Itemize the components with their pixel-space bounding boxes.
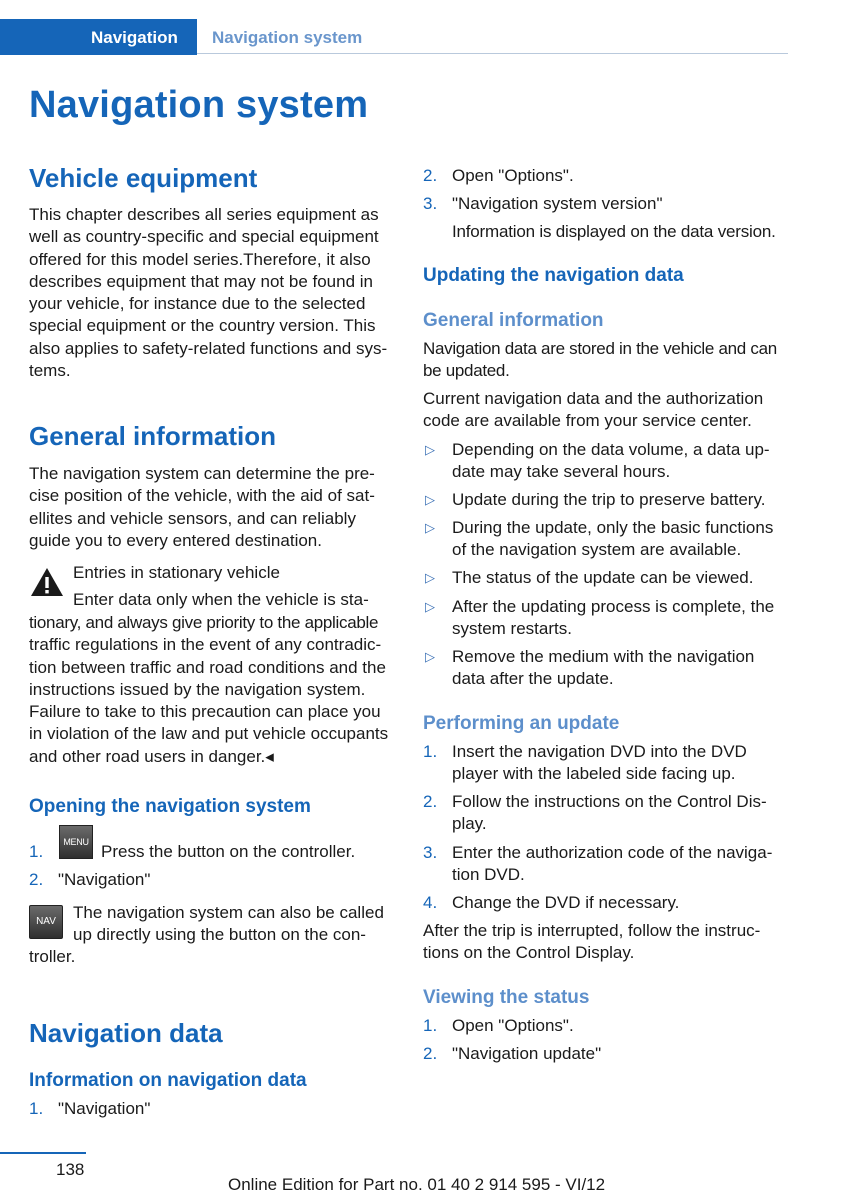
bullet-icon: ▷ — [425, 520, 435, 535]
text-line: play. — [452, 814, 487, 834]
step-number: 2. — [423, 1044, 438, 1063]
footer-rule — [0, 1152, 86, 1154]
warning-title-lines — [73, 562, 396, 612]
text-line: instructions issued by the navigation system. — [29, 679, 366, 699]
bullet-icon: ▷ — [425, 442, 435, 457]
step-text: Open "Options". — [452, 166, 574, 185]
text-line: Depending on the data volume, a data up- — [452, 440, 770, 459]
text-line: Enter the authorization code of the naviga- — [452, 843, 773, 862]
text-line: tion DVD. — [452, 865, 525, 885]
header-tab-navigation-system[interactable]: Navigation system — [212, 28, 363, 47]
subheading-viewing-status: Viewing the status — [423, 987, 590, 1008]
text-line: Follow the instructions on the Control Dis- — [452, 792, 767, 811]
text-line: tems. — [29, 361, 71, 381]
heading-general-information: General information — [29, 421, 277, 451]
performing-after-text — [423, 920, 791, 965]
text-line: Insert the navigation DVD into the DVD — [452, 742, 747, 761]
menu-button-icon — [59, 825, 93, 859]
text-line: well as country-specific and special equipment — [29, 227, 379, 247]
text-line: also applies to safety-related functions and sys- — [29, 338, 388, 358]
text-line: Update during the trip to preserve battery. — [452, 490, 766, 509]
text-line: Current navigation data and the authorization — [423, 389, 764, 408]
text-line: guide you to every entered destination. — [29, 530, 322, 550]
step-text: Open "Options". — [452, 1016, 574, 1035]
nav-button-icon — [29, 905, 63, 939]
text-line: Navigation data are stored in the vehicle and can — [423, 339, 777, 358]
step-text: Press the button on the controller. — [101, 842, 356, 861]
text-line: After the updating process is complete, the — [452, 597, 775, 616]
bullet-icon: ▷ — [425, 492, 435, 507]
nav-note-indented — [73, 902, 396, 947]
step-text — [452, 842, 791, 887]
step-number: 2. — [423, 792, 438, 811]
bullet-text — [452, 489, 791, 511]
text-line: Enter data only when the vehicle is sta- — [73, 590, 369, 610]
text-line: tions on the Control Display. — [423, 943, 635, 963]
text-line: ellites and vehicle sensors, and can reliably — [29, 508, 356, 528]
general-information-text — [29, 463, 396, 552]
heading-updating-navigation-data: Updating the navigation data — [423, 265, 684, 286]
page-title: Navigation system — [29, 84, 369, 126]
page-number: 138 — [56, 1160, 85, 1179]
text-line: tion between traffic and road conditions and the — [29, 657, 386, 677]
vehicle-equipment-text — [29, 204, 396, 382]
nav-note-text — [29, 946, 396, 968]
text-line: Information is displayed on the data version. — [452, 222, 776, 242]
text-line: Failure to take to this precaution can place you — [29, 702, 381, 722]
step-text — [452, 193, 791, 244]
text-line: During the update, only the basic functions — [452, 518, 774, 537]
step-text: "Navigation update" — [452, 1044, 602, 1063]
text-line: troller. — [29, 947, 76, 966]
warning-text — [29, 612, 396, 768]
heading-vehicle-equipment: Vehicle equipment — [29, 163, 258, 193]
text-line: data after the update. — [452, 669, 614, 689]
text-line: your vehicle, for instance due to the selected — [29, 294, 366, 314]
text-line: The status of the update can be viewed. — [452, 568, 754, 587]
warning-title: Entries in stationary vehicle — [73, 563, 280, 582]
bullet-text — [452, 596, 791, 641]
updating-para-2 — [423, 388, 791, 433]
text-line: and other road users in danger.◂ — [29, 746, 274, 766]
text-line: After the trip is interrupted, follow the instruc- — [423, 921, 761, 940]
subheading-performing-update: Performing an update — [423, 713, 620, 734]
text-line: The navigation system can also be called — [73, 903, 384, 922]
text-line: date may take several hours. — [452, 462, 671, 482]
text-line: system restarts. — [452, 619, 572, 639]
step-number: 1. — [29, 842, 44, 861]
header-divider — [197, 53, 788, 54]
text-line: describes equipment that may not be found in — [29, 271, 373, 291]
step-number: 2. — [29, 870, 44, 889]
bullet-text — [452, 646, 791, 691]
bullet-text — [452, 439, 791, 484]
bullet-icon: ▷ — [425, 649, 435, 664]
step-number: 4. — [423, 893, 438, 912]
text-line: This chapter describes all series equipment as — [29, 205, 379, 224]
bullet-icon: ▷ — [425, 599, 435, 614]
nav-icon-label: NAV — [36, 916, 56, 927]
edition-note: Online Edition for Part no. 01 40 2 914 595 - VI/12 — [228, 1175, 606, 1194]
text-line: player with the labeled side facing up. — [452, 764, 736, 784]
text-line: traffic regulations in the event of any contradic- — [29, 635, 382, 655]
step-number: 3. — [423, 194, 438, 213]
bullet-text — [452, 567, 791, 589]
bullet-text — [452, 517, 791, 562]
step-number: 3. — [423, 843, 438, 862]
step-number: 1. — [423, 1016, 438, 1035]
updating-para-1 — [423, 338, 791, 383]
step-number: 1. — [29, 1099, 44, 1118]
step-text — [452, 741, 791, 786]
text-line: cise position of the vehicle, with the aid of sat- — [29, 486, 375, 506]
text-line: offered for this model series.Therefore, it also — [29, 249, 371, 269]
step-number: 1. — [423, 742, 438, 761]
step-number: 2. — [423, 166, 438, 185]
text-line: The navigation system can determine the pre- — [29, 464, 375, 483]
text-line: in violation of the law and put vehicle occupants — [29, 724, 389, 744]
step-text: "Navigation" — [58, 870, 151, 889]
step-text — [452, 791, 791, 836]
text-line: of the navigation system are available. — [452, 540, 742, 560]
text-line: "Navigation system version" — [452, 194, 663, 213]
text-line: special equipment or the country version. This — [29, 316, 376, 336]
header-tab-navigation[interactable]: Navigation — [91, 28, 178, 47]
subheading-general-information: General information — [423, 310, 604, 331]
text-line: Remove the medium with the navigation — [452, 647, 755, 666]
text-line: up directly using the button on the con- — [73, 925, 366, 945]
text-line: code are available from your service center. — [423, 411, 752, 431]
menu-icon-label: MENU — [63, 837, 89, 847]
warning-triangle-icon — [29, 565, 65, 601]
heading-information-navigation-data: Information on navigation data — [29, 1070, 307, 1091]
bullet-icon: ▷ — [425, 570, 435, 585]
step-text: "Navigation" — [58, 1099, 151, 1118]
text-line: be updated. — [423, 361, 510, 381]
heading-opening-navigation: Opening the navigation system — [29, 796, 311, 817]
step-text: Change the DVD if necessary. — [452, 893, 680, 912]
text-line: tionary, and always give priority to the applicable — [29, 613, 379, 632]
heading-navigation-data: Navigation data — [29, 1018, 223, 1048]
